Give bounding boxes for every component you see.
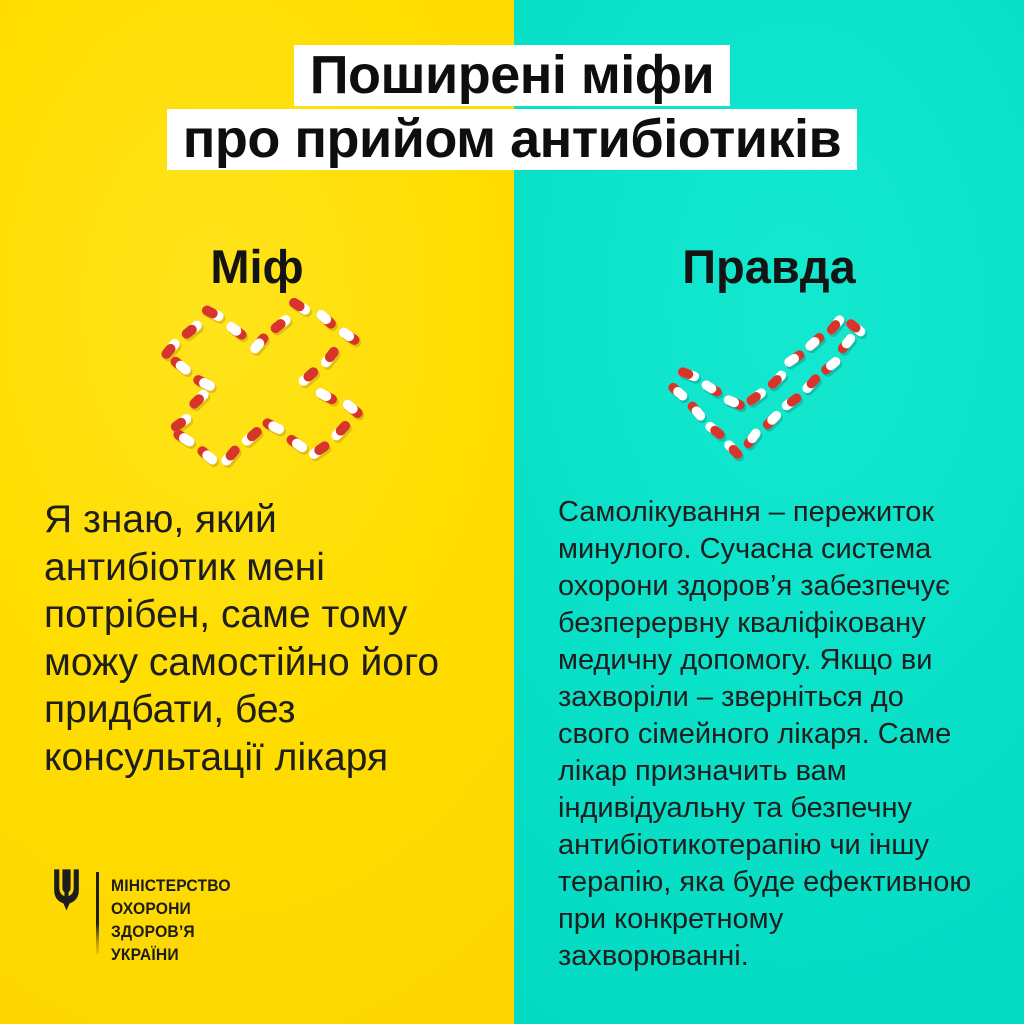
- truth-text-line: лікар призначить вам: [558, 755, 847, 787]
- truth-text-line: медичну допомогу. Якщо ви: [558, 644, 933, 676]
- logo-text-line: ЗДОРОВ’Я: [111, 922, 195, 941]
- truth-text-line: безперервну кваліфіковану: [558, 607, 926, 639]
- truth-text-line: при конкретному: [558, 903, 784, 935]
- trident-icon: [48, 866, 85, 916]
- truth-text-line: захворюванні.: [558, 940, 749, 972]
- truth-text: [558, 494, 971, 975]
- myth-text-line: консультації лікаря: [44, 735, 389, 779]
- pill-checkmark-icon: [665, 302, 890, 470]
- logo-divider: [96, 872, 99, 954]
- truth-text-line: охорони здоров’я забезпечує: [558, 570, 950, 602]
- truth-text-line: терапію, яка буде ефективною: [558, 866, 972, 898]
- ministry-logo: [48, 866, 241, 966]
- myth-text-line: придбати, без: [44, 688, 296, 731]
- truth-text-line: свого сімейного лікаря. Саме: [558, 718, 952, 750]
- ministry-logo-text: [111, 874, 231, 966]
- truth-text-line: індивідуальну та безпечну: [558, 792, 912, 824]
- title-line-2: про прийом антибіотиків: [167, 109, 857, 170]
- myth-text: [44, 496, 439, 781]
- truth-text-line: минулого. Сучасна система: [558, 533, 932, 565]
- myth-text-line: антибіотик мені: [44, 545, 325, 589]
- truth-text-line: Самолікування – пережиток: [558, 496, 935, 528]
- logo-text-line: ОХОРОНИ: [111, 899, 191, 918]
- truth-heading: Правда: [682, 240, 856, 293]
- page-title: [0, 45, 1024, 170]
- logo-text-line: МІНІСТЕРСТВО: [111, 876, 231, 895]
- myth-text-line: можу самостійно його: [44, 640, 440, 684]
- myth-text-line: потрібен, саме тому: [44, 593, 408, 636]
- myth-text-line: Я знаю, який: [44, 498, 277, 541]
- logo-text-line: УКРАЇНИ: [111, 945, 179, 964]
- title-line-1: Поширені міфи: [294, 45, 731, 106]
- truth-text-line: антибіотикотерапію чи іншу: [558, 829, 930, 861]
- truth-text-line: захворіли – зверніться до: [558, 681, 904, 713]
- myth-heading: Міф: [210, 240, 304, 293]
- pill-cross-icon: [153, 288, 368, 481]
